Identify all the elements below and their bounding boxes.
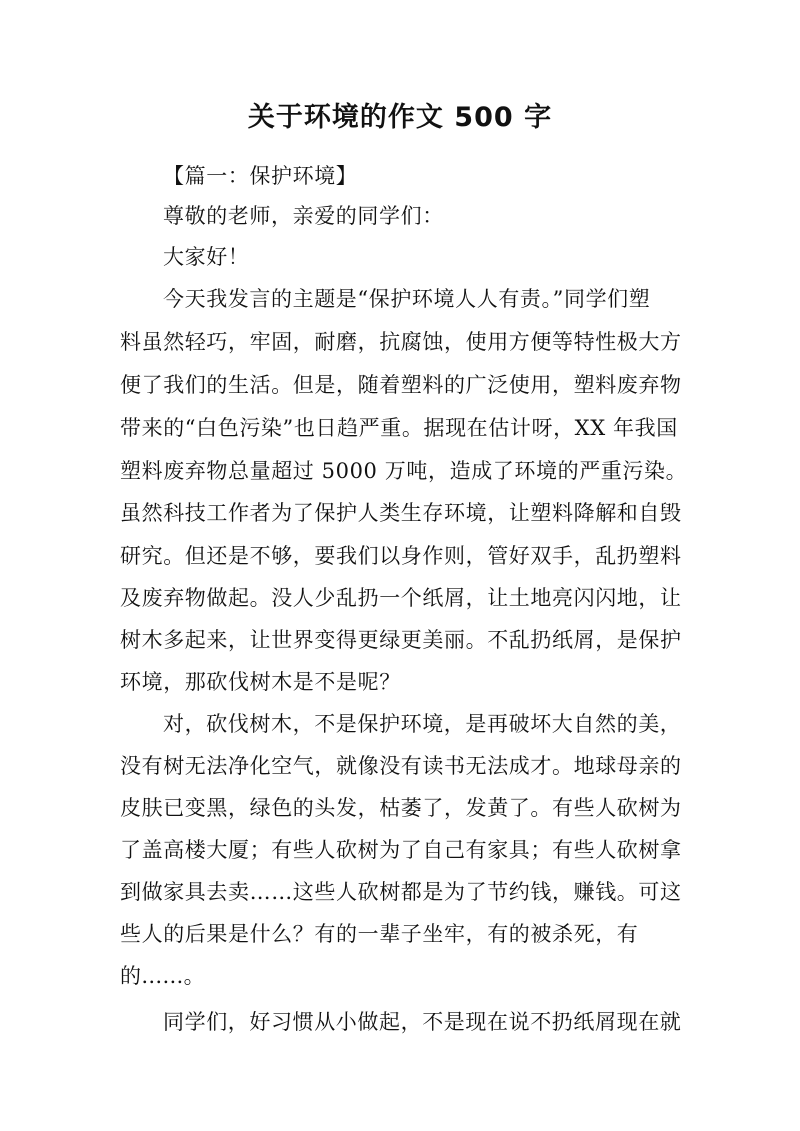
paragraph-2-line-7: 的……。 <box>120 964 205 988</box>
paragraph-1-line-6: 虽然科技工作者为了保护人类生存环境，让塑料降解和自毁 <box>120 501 682 525</box>
paragraph-1-line-2: 料虽然轻巧，牢固，耐磨，抗腐蚀，使用方便等特性极大方 <box>120 330 682 354</box>
paragraph-1-line-3: 便了我们的生活。但是，随着塑料的广泛使用，塑料废弃物 <box>120 373 682 397</box>
paragraph-2-line-1: 对，砍伐树木，不是保护环境，是再破坏大自然的美， <box>163 712 682 736</box>
paragraph-1-line-4: 带来的“白色污染”也日趋严重。据现在估计呀，XX 年我国 <box>120 416 678 440</box>
paragraph-2-line-2: 没有树无法净化空气，就像没有读书无法成才。地球母亲的 <box>120 754 682 778</box>
paragraph-1-line-8: 及废弃物做起。没人少乱扔一个纸屑，让土地亮闪闪地，让 <box>120 586 682 610</box>
document-title: 关于环境的作文 500 字 <box>247 102 553 133</box>
paragraph-1-line-9: 树木多起来，让世界变得更绿更美丽。不乱扔纸屑，是保护 <box>120 628 682 652</box>
paragraph-3-line-1: 同学们，好习惯从小做起，不是现在说不扔纸屑现在就 <box>163 1010 682 1034</box>
salutation-line: 尊敬的老师，亲爱的同学们： <box>163 204 444 228</box>
paragraph-1-line-1: 今天我发言的主题是“保护环境人人有责。”同学们塑 <box>163 287 651 311</box>
paragraph-1-line-5: 塑料废弃物总量超过 5000 万吨，造成了环境的严重污染。 <box>120 459 688 483</box>
paragraph-1-line-7: 研究。但还是不够，要我们以身作则，管好双手，乱扔塑料 <box>120 544 682 568</box>
section-heading: 【篇一：保护环境】 <box>163 164 358 188</box>
greeting-line: 大家好！ <box>163 245 250 269</box>
paragraph-2-line-5: 到做家具去卖……这些人砍树都是为了节约钱，赚钱。可这 <box>120 880 682 904</box>
paragraph-2-line-4: 了盖高楼大厦；有些人砍树为了自己有家具；有些人砍树拿 <box>120 838 682 862</box>
paragraph-2-line-6: 些人的后果是什么？有的一辈子坐牢，有的被杀死，有 <box>120 922 639 946</box>
paragraph-2-line-3: 皮肤已变黑，绿色的头发，枯萎了，发黄了。有些人砍树为 <box>120 796 682 820</box>
paragraph-1-line-10: 环境，那砍伐树木是不是呢？ <box>120 670 401 694</box>
